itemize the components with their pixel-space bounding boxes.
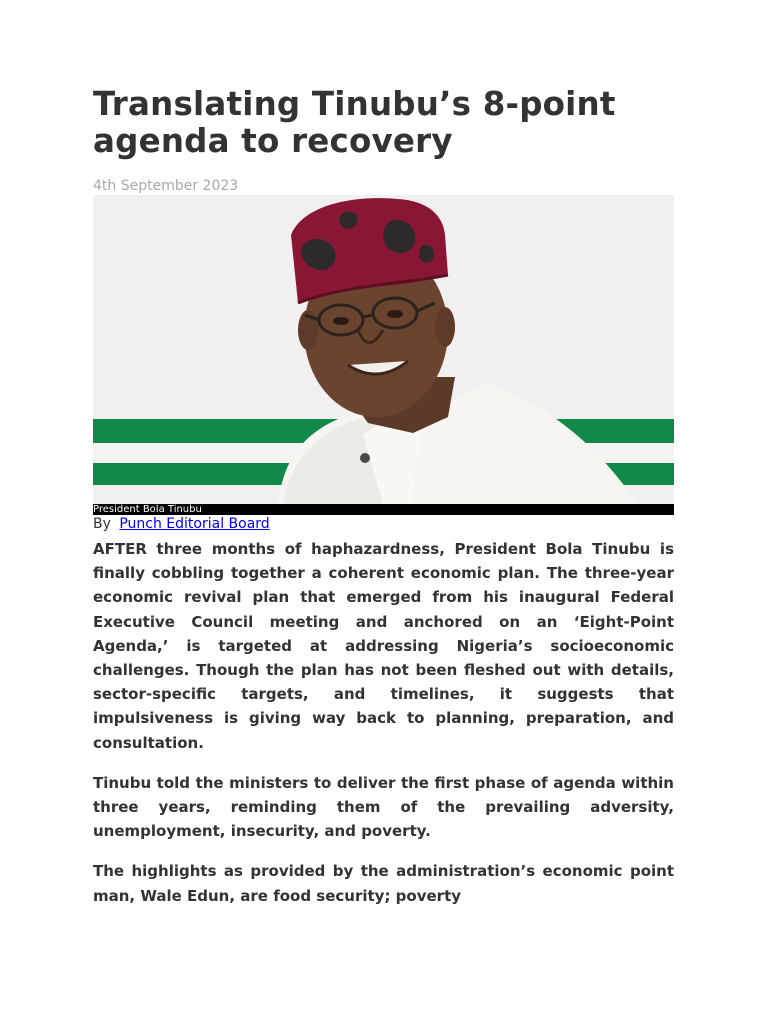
byline bbox=[93, 516, 674, 533]
article-date: 4th September 2023 bbox=[93, 178, 239, 194]
paragraph-3: The highlights as provided by the administration’s economic point man, Wale Edun, are food security; poverty bbox=[93, 862, 674, 905]
image-caption: President Bola Tinubu bbox=[93, 504, 674, 515]
article-title: Translating Tinubu’s 8-point agenda to recovery bbox=[93, 85, 616, 160]
author-link[interactable]: Punch Editorial Board bbox=[119, 516, 270, 532]
article-photo bbox=[93, 195, 674, 504]
paragraph-1: AFTER three months of haphazardness, President Bola Tinubu is finally cobbling together a coherent economic plan. The three-year economic revival plan that emerged from his inaugural Federal Executive Council meeting and anchored on an ‘Eight-Point Agenda,’ is targeted at addressing Nigeria’s socioeconomic challenges. Though the plan has not been fleshed out with details, sector-specific targets, and timelines, it suggests that impulsiveness is giving way back to planning, preparation, and consultation. bbox=[93, 540, 674, 752]
byline-prefix: By bbox=[93, 516, 111, 532]
paragraph-2: Tinubu told the ministers to deliver the first phase of agenda within three years, reminding them of the prevailing adversity, unemployment, insecurity, and poverty. bbox=[93, 773, 674, 841]
article bbox=[93, 86, 674, 908]
